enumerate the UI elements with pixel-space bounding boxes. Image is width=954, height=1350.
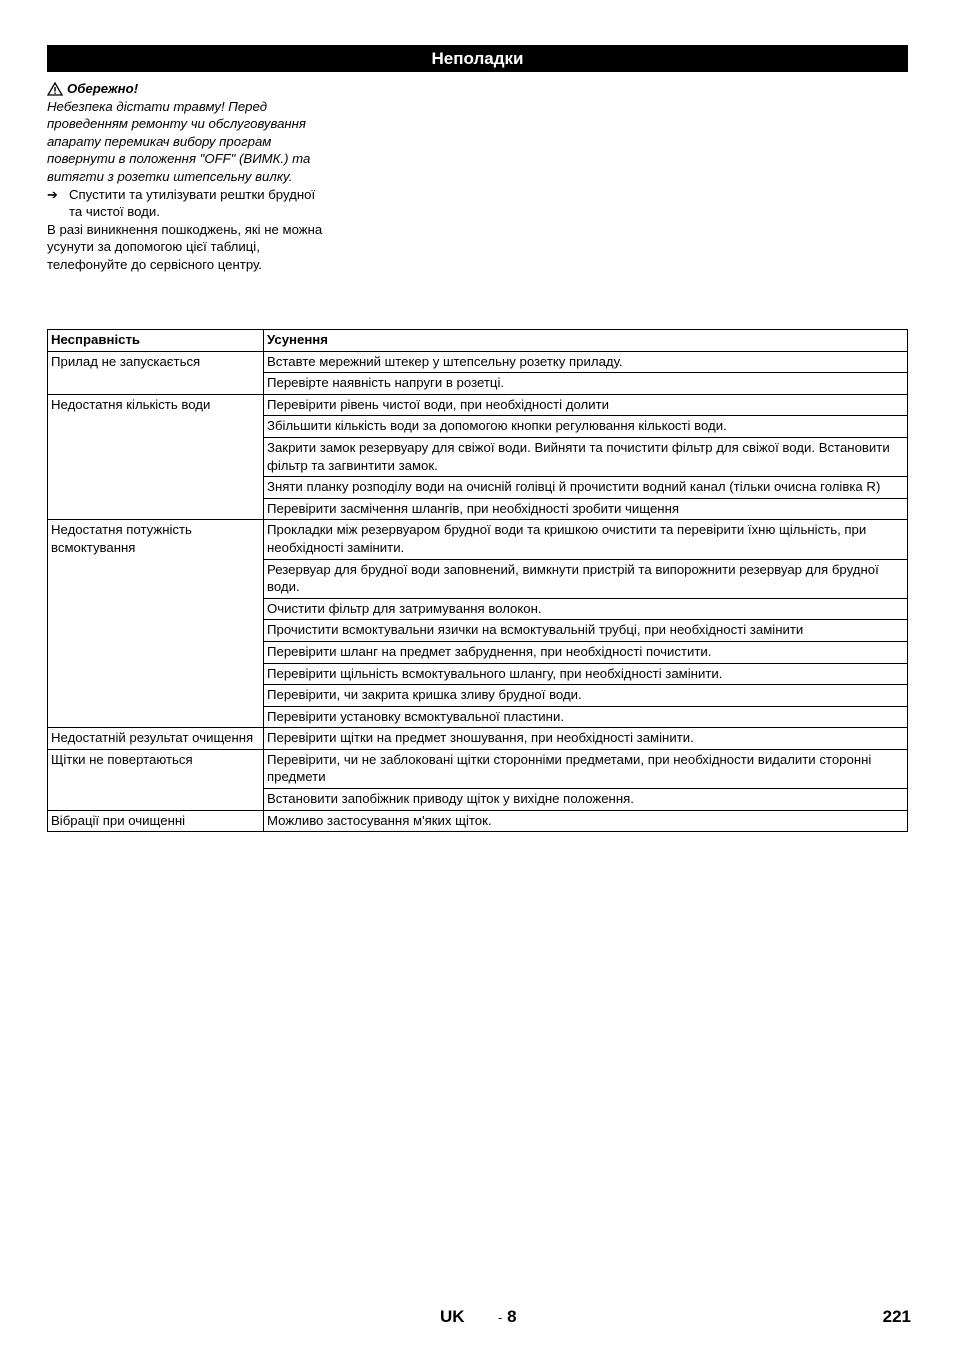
table-row xyxy=(48,351,908,373)
remedy-cell: Перевірте наявність напруги в розетці. xyxy=(264,373,908,395)
remedy-cell: Перевірити рівень чистої води, при необхідності долити xyxy=(264,394,908,416)
remedy-cell: Перевірити шланг на предмет забруднення, при необхідності почистити. xyxy=(264,641,908,663)
table-row xyxy=(48,749,908,788)
remedy-cell: Перевірити, чи не заблоковані щітки сторонніми предметами, при необхідности видалити сторонні предмети xyxy=(264,749,908,788)
instruction-step xyxy=(47,186,327,221)
table-row xyxy=(48,728,908,750)
table-row xyxy=(48,520,908,559)
step-text: Спустити та утилізувати рештки брудної та чистої води. xyxy=(69,186,316,220)
remedy-cell: Перевірити засмічення шлангів, при необхідності зробити чищення xyxy=(264,498,908,520)
page-title: Неполадки xyxy=(47,45,908,72)
remedy-cell: Перевірити, чи закрита кришка зливу брудної води. xyxy=(264,685,908,707)
remedy-cell: Зняти планку розподілу води на очисній голівці й прочистити водний канал (тільки очисна голівка R) xyxy=(264,477,908,499)
fault-cell: Щітки не повертаються xyxy=(48,749,264,810)
warning-block xyxy=(47,80,327,274)
remedy-cell: Очистити фільтр для затримування волокон. xyxy=(264,598,908,620)
remedy-cell: Прокладки між резервуаром брудної води та кришкою очистити та перевірити їхню щільність, при необхідності замінити. xyxy=(264,520,908,559)
warning-heading xyxy=(47,80,327,98)
remedy-cell: Прочистити всмоктувальни язички на всмоктувальній трубці, при необхідності замінити xyxy=(264,620,908,642)
troubleshooting-table xyxy=(47,329,908,832)
footer-language: UK xyxy=(440,1307,465,1326)
table-row xyxy=(48,810,908,832)
fault-cell: Недостатня потужність всмоктування xyxy=(48,520,264,728)
remedy-cell: Збільшити кількість води за допомогою кнопки регулювання кількості води. xyxy=(264,416,908,438)
remedy-cell: Закрити замок резервуару для свіжої води. Вийняти та почистити фільтр для свіжої води. Встановити фільтр та загвинтити замок. xyxy=(264,437,908,476)
warning-label: Обережно! xyxy=(67,81,139,96)
table-row xyxy=(48,394,908,416)
remedy-cell: Перевірити щільність всмоктувального шлангу, при необхідності замінити. xyxy=(264,663,908,685)
remedy-cell: Перевірити установку всмоктувальної пластини. xyxy=(264,706,908,728)
remedy-cell: Встановити запобіжник приводу щіток у вихідне положення. xyxy=(264,789,908,811)
footer-section-number: 8 xyxy=(507,1307,517,1326)
fault-cell: Вібрації при очищенні xyxy=(48,810,264,832)
page-number: 221 xyxy=(882,1307,911,1326)
remedy-cell: Резервуар для брудної води заповнений, вимкнути пристрій та випорожнити резервуар для брудної води. xyxy=(264,559,908,598)
footer-dash: - xyxy=(498,1310,503,1325)
warning-triangle-icon xyxy=(47,82,63,96)
footer-section-page xyxy=(498,1307,517,1327)
remedy-cell: Вставте мережний штекер у штепсельну розетку приладу. xyxy=(264,351,908,373)
remedy-cell: Можливо застосування м'яких щіток. xyxy=(264,810,908,832)
fault-cell: Недостатня кількість води xyxy=(48,394,264,520)
remedy-cell: Перевірити щітки на предмет зношування, при необхідності замінити. xyxy=(264,728,908,750)
arrow-right-icon: ➔ xyxy=(47,186,58,202)
fault-cell: Недостатній результат очищення xyxy=(48,728,264,750)
header-remedy: Усунення xyxy=(264,330,908,352)
warning-text: Небезпека дістати травму! Перед проведенням ремонту чи обслуговування апарату перемикач вибору програм повернути в положення "OFF" (ВИМК.) та витягти з розетки штепсельну вилку. xyxy=(47,98,311,184)
table-header-row xyxy=(48,330,908,352)
service-note: В разі виникнення пошкоджень, які не можна усунути за допомогою цієї таблиці, телефонуйте до сервісного центру. xyxy=(47,221,323,272)
header-fault: Несправність xyxy=(48,330,264,352)
fault-cell: Прилад не запускається xyxy=(48,351,264,394)
